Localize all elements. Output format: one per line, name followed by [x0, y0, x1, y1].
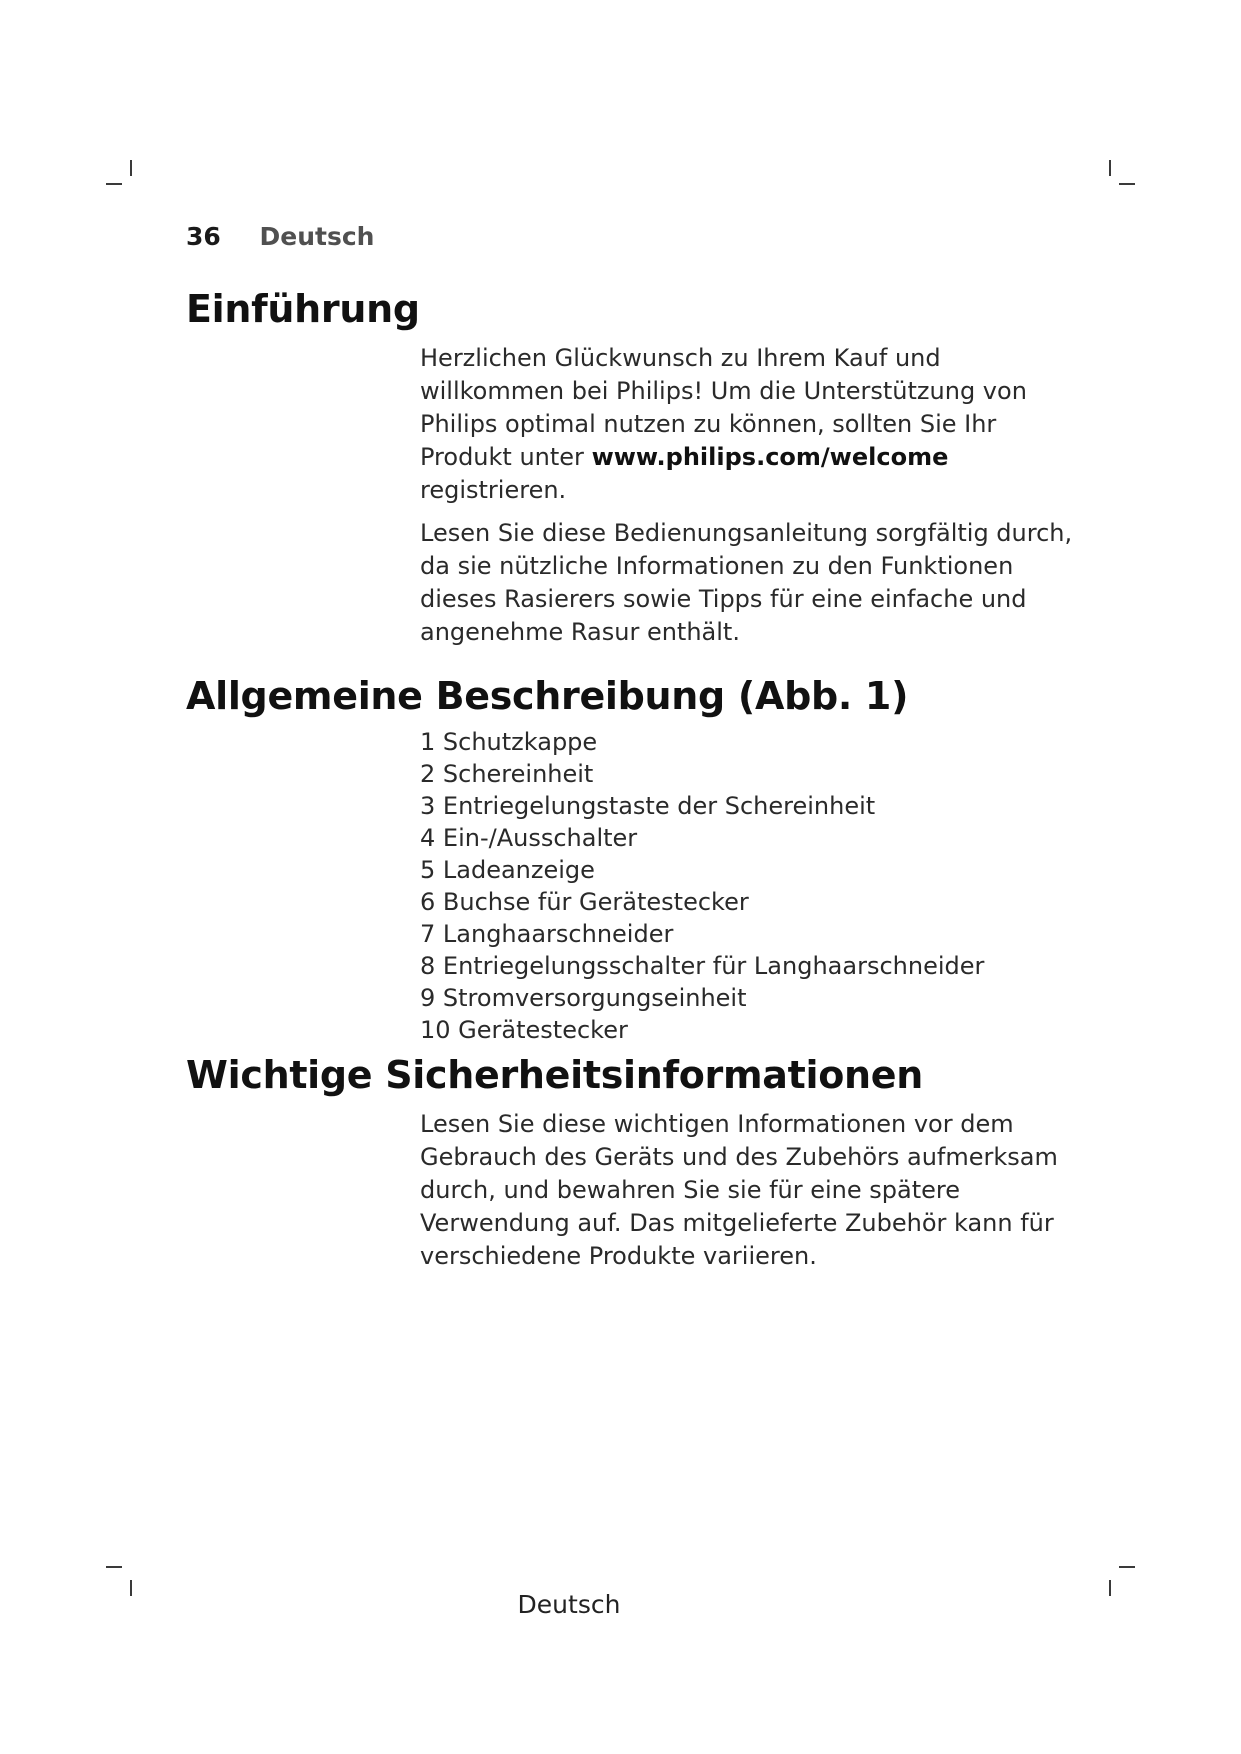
- intro-paragraph-1: [420, 342, 1080, 507]
- crop-mark-top-right-h: [1119, 183, 1135, 185]
- list-item: 2 Schereinheit: [420, 760, 594, 788]
- header-language: Deutsch: [259, 222, 375, 251]
- list-item: 5 Ladeanzeige: [420, 856, 595, 884]
- crop-mark-bottom-right-h: [1119, 1566, 1135, 1568]
- list-item: 10 Gerätestecker: [420, 1016, 628, 1044]
- description-heading: Allgemeine Beschreibung (Abb. 1): [186, 674, 909, 718]
- list-item: 3 Entriegelungstaste der Schereinheit: [420, 792, 876, 820]
- intro-paragraph-1-text: Herzlichen Glückwunsch zu Ihrem Kauf und willkommen bei Philips! Um die Unterstützung von Philips optimal nutzen zu können, sollten Sie Ihr Produkt unter: [420, 344, 1027, 471]
- list-item: 9 Stromversorgungseinheit: [420, 984, 747, 1012]
- crop-mark-top-left: [130, 160, 132, 176]
- intro-paragraph-2: Lesen Sie diese Bedienungsanleitung sorgfältig durch, da sie nützliche Informationen zu den Funktionen dieses Rasierers sowie Tipps für eine einfache und angenehme Rasur enthält.: [420, 519, 1073, 646]
- intro-paragraph-1-end: registrieren.: [420, 476, 567, 504]
- welcome-link[interactable]: www.philips.com/welcome: [591, 443, 949, 471]
- list-item: 1 Schutzkappe: [420, 728, 598, 756]
- crop-mark-top-left-h: [106, 183, 122, 185]
- intro-heading: Einführung: [186, 287, 420, 331]
- list-item: 7 Langhaarschneider: [420, 920, 674, 948]
- intro-body: [420, 342, 1080, 659]
- crop-mark-top-right: [1109, 160, 1111, 176]
- list-item: 4 Ein-/Ausschalter: [420, 824, 638, 852]
- list-item: 6 Buchse für Gerätestecker: [420, 888, 749, 916]
- page-number: 36: [186, 222, 221, 251]
- parts-list: [420, 726, 984, 1046]
- list-item: 8 Entriegelungsschalter für Langhaarschneider: [420, 952, 985, 980]
- crop-mark-bottom-left-h: [106, 1566, 122, 1568]
- page-header: [186, 222, 374, 251]
- safety-heading: Wichtige Sicherheitsinformationen: [186, 1053, 924, 1097]
- safety-body: [420, 1108, 1080, 1283]
- page-footer: Deutsch: [517, 1590, 621, 1619]
- safety-paragraph-1: Lesen Sie diese wichtigen Informationen vor dem Gebrauch des Geräts und des Zubehörs aufmerksam durch, und bewahren Sie sie für eine spätere Verwendung auf. Das mitgelieferte Zubehör kann für verschiedene Produkte variieren.: [420, 1110, 1058, 1270]
